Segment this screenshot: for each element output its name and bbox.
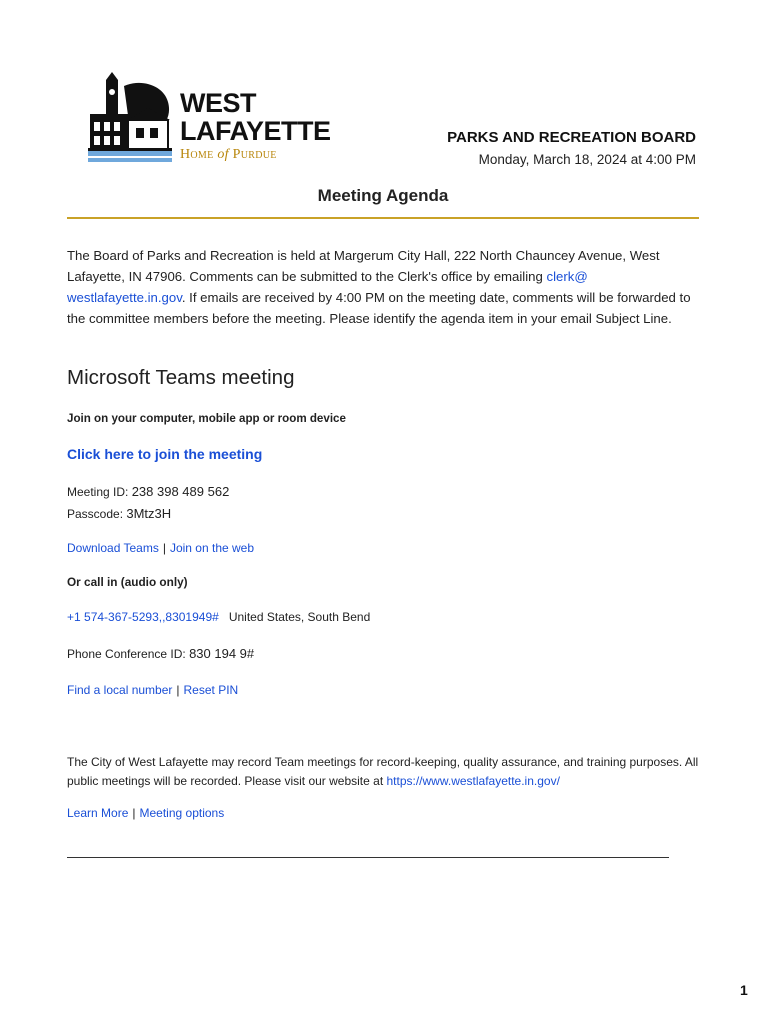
reset-pin-link[interactable]: Reset PIN [183,683,239,697]
conference-id-value: 830 194 9# [189,646,255,661]
logo-text-lafayette: LAFAYETTE [180,116,331,146]
footer-links-row [67,806,224,820]
meeting-date: Monday, March 18, 2024 at 4:00 PM [478,152,696,167]
meeting-id-value: 238 398 489 562 [131,484,230,499]
bottom-divider [67,857,669,858]
website-link[interactable]: https://www.westlafayette.in.gov/ [386,774,560,788]
link-separator: | [132,806,136,820]
teams-links-row [67,541,254,555]
board-name: PARKS AND RECREATION BOARD [447,129,696,146]
join-web-link[interactable]: Join on the web [169,541,255,555]
city-logo [84,72,331,168]
link-separator: | [162,541,166,555]
learn-more-link[interactable]: Learn More [67,806,129,820]
phone-location: United States, South Bend [228,610,371,624]
meeting-id-row: Meeting ID: 238 398 489 562 [67,484,230,499]
passcode-value: 3Mtz3H [126,506,172,521]
intro-paragraph: The Board of Parks and Recreation is held at Margerum City Hall, 222 North Chauncey Avenue, West Lafayette, IN 47906. Comments can be submitted to the Clerk's office by emailing clerk@ westlafayette.in.gov. If emails are received by 4:00 PM on the meeting date, comments will be forwarded to the committee members before the meeting. Please identify the agenda item in your email Subject Line. [67,248,691,326]
page-title: Meeting Agenda [317,186,449,205]
local-number-row [67,683,238,697]
teams-heading: Microsoft Teams meeting [67,366,295,389]
join-meeting-link[interactable]: Click here to join the meeting [67,446,263,462]
join-device-label: Join on your computer, mobile app or room device [67,412,346,425]
link-separator: | [176,683,180,697]
phone-row [67,610,370,624]
download-teams-link[interactable]: Download Teams [67,541,159,555]
page-number: 1 [740,982,748,998]
conference-id-row: Phone Conference ID: 830 194 9# [67,646,255,661]
recording-disclaimer: The City of West Lafayette may record Team meetings for record-keeping, quality assurance, and training purposes. All public meetings will be recorded. Please visit our website at https://www.westlafayette.in.gov/ [67,755,699,788]
logo-text-west: WEST [180,88,256,118]
phone-number-link[interactable]: +1 574-367-5293,,8301949# [67,610,219,624]
call-in-label: Or call in (audio only) [67,575,188,589]
clerk-email-link[interactable]: clerk@ westlafayette.in.gov [67,269,588,305]
city-hall-illustration [84,72,176,168]
meeting-options-link[interactable]: Meeting options [139,806,225,820]
find-local-number-link[interactable]: Find a local number [67,683,173,697]
logo-tagline: Home of Purdue [180,147,277,162]
title-divider [67,217,699,219]
passcode-row: Passcode: 3Mtz3H [67,506,172,521]
